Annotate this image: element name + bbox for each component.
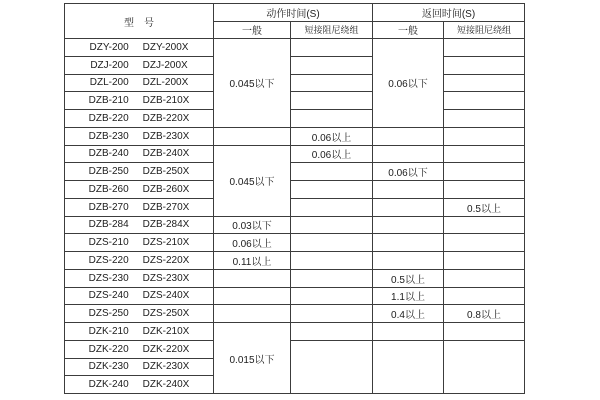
return-damped-cell (444, 340, 525, 393)
action-damped-cell (291, 39, 373, 57)
model-cell (65, 287, 214, 305)
table-body (65, 39, 525, 394)
header-return-general: 一般 (373, 21, 444, 39)
model-cell (65, 39, 214, 57)
return-damped-cell (444, 323, 525, 341)
action-damped-cell (291, 234, 373, 252)
return-damped-cell (444, 145, 525, 163)
action-damped-cell (291, 252, 373, 270)
return-general-cell (373, 252, 444, 270)
model-code: DZS-220 (88, 254, 129, 266)
action-damped-cell (291, 216, 373, 234)
model-cell (65, 358, 214, 376)
table-row (65, 323, 525, 341)
model-code: DZS-240X (142, 290, 190, 302)
return-damped-cell (444, 110, 525, 128)
action-damped-cell (291, 269, 373, 287)
model-code: DZB-220 (88, 112, 129, 124)
model-code: DZS-220X (142, 254, 190, 266)
return-damped-cell (444, 127, 525, 145)
return-general-cell: 0.5以上 (373, 269, 444, 287)
model-code: DZS-250 (88, 308, 129, 320)
return-damped-cell: 0.8以上 (444, 305, 525, 323)
header-action-time: 动作时间(S) (214, 4, 373, 22)
action-general-cell: 0.045以下 (214, 145, 291, 216)
action-general-cell: 0.03以下 (214, 216, 291, 234)
model-cell (65, 56, 214, 74)
action-damped-cell (291, 305, 373, 323)
return-damped-cell (444, 74, 525, 92)
model-code: DZJ-200X (142, 59, 188, 71)
table-header (65, 4, 525, 39)
header-return-time: 返回时间(S) (373, 4, 525, 22)
model-code: DZB-210 (88, 95, 129, 107)
return-damped-cell (444, 39, 525, 57)
model-code: DZK-230X (142, 361, 190, 373)
model-code: DZK-220X (142, 343, 190, 355)
action-general-cell (214, 287, 291, 305)
table-row (65, 252, 525, 270)
return-general-cell (373, 340, 444, 393)
table-row (65, 163, 525, 181)
model-cell (65, 163, 214, 181)
model-code: DZB-240X (142, 148, 190, 160)
model-cell (65, 269, 214, 287)
table-row (65, 127, 525, 145)
action-damped-cell (291, 56, 373, 74)
return-damped-cell (444, 181, 525, 199)
return-general-cell (373, 127, 444, 145)
model-cell (65, 234, 214, 252)
action-damped-cell (291, 287, 373, 305)
table-row (65, 234, 525, 252)
header-return-damped: 短接阻尼绕组 (444, 21, 525, 39)
model-code: DZS-210X (142, 237, 190, 249)
model-code: DZB-260X (142, 183, 190, 195)
return-general-cell (373, 198, 444, 216)
header-action-damped: 短接阻尼绕组 (291, 21, 373, 39)
return-damped-cell (444, 287, 525, 305)
table-row (65, 92, 525, 110)
header-row-groups (65, 4, 525, 22)
table-row (65, 269, 525, 287)
model-code: DZB-250 (88, 166, 129, 178)
action-damped-cell (291, 340, 373, 393)
return-general-cell (373, 323, 444, 341)
model-cell (65, 181, 214, 199)
action-damped-cell (291, 181, 373, 199)
model-code: DZJ-200 (90, 59, 129, 71)
action-damped-cell: 0.06以上 (291, 145, 373, 163)
model-code: DZS-250X (142, 308, 190, 320)
action-damped-cell (291, 323, 373, 341)
return-damped-cell (444, 92, 525, 110)
model-code: DZK-240X (142, 379, 190, 391)
model-code: DZS-210 (88, 237, 129, 249)
model-code: DZS-230 (88, 272, 129, 284)
model-code: DZB-230 (88, 130, 129, 142)
model-code: DZL-200X (142, 77, 189, 89)
table-row (65, 56, 525, 74)
action-damped-cell (291, 163, 373, 181)
action-damped-cell (291, 74, 373, 92)
model-code: DZS-240 (88, 290, 129, 302)
return-general-cell (373, 181, 444, 199)
return-general-cell: 1.1以上 (373, 287, 444, 305)
return-general-cell: 0.4以上 (373, 305, 444, 323)
model-cell (65, 92, 214, 110)
table-row (65, 74, 525, 92)
model-cell (65, 340, 214, 358)
model-code: DZY-200X (142, 41, 189, 53)
model-cell (65, 376, 214, 394)
model-code: DZB-284X (142, 219, 190, 231)
action-general-cell (214, 305, 291, 323)
table-row (65, 145, 525, 163)
table-row (65, 110, 525, 128)
header-action-general: 一般 (214, 21, 291, 39)
model-cell (65, 305, 214, 323)
model-cell (65, 252, 214, 270)
model-code: DZL-200 (89, 77, 129, 89)
return-damped-cell (444, 216, 525, 234)
action-general-cell (214, 127, 291, 145)
table-row (65, 39, 525, 57)
return-damped-cell: 0.5以上 (444, 198, 525, 216)
return-damped-cell (444, 234, 525, 252)
return-damped-cell (444, 252, 525, 270)
header-model: 型 号 (65, 4, 214, 39)
return-damped-cell (444, 56, 525, 74)
model-code: DZS-230X (142, 272, 190, 284)
model-code: DZK-230 (88, 361, 129, 373)
return-general-cell (373, 216, 444, 234)
action-general-cell: 0.11以上 (214, 252, 291, 270)
return-damped-cell (444, 163, 525, 181)
action-damped-cell (291, 92, 373, 110)
model-code: DZY-200 (89, 41, 129, 53)
table-row (65, 340, 525, 358)
model-code: DZK-220 (88, 343, 129, 355)
model-code: DZK-210 (88, 325, 129, 337)
table-row (65, 198, 525, 216)
action-general-cell: 0.015以下 (214, 323, 291, 394)
action-general-cell: 0.045以下 (214, 39, 291, 128)
model-cell (65, 198, 214, 216)
model-cell (65, 323, 214, 341)
action-general-cell: 0.06以上 (214, 234, 291, 252)
action-general-cell (214, 269, 291, 287)
model-code: DZB-270X (142, 201, 190, 213)
return-general-cell: 0.06以下 (373, 39, 444, 128)
model-code: DZB-284 (88, 219, 129, 231)
model-code: DZB-230X (142, 130, 190, 142)
action-damped-cell (291, 110, 373, 128)
table-row (65, 305, 525, 323)
table-row (65, 216, 525, 234)
model-cell (65, 110, 214, 128)
model-code: DZK-210X (142, 325, 190, 337)
model-code: DZB-260 (88, 183, 129, 195)
model-code: DZB-250X (142, 166, 190, 178)
return-general-cell (373, 234, 444, 252)
model-code: DZB-210X (142, 95, 190, 107)
model-cell (65, 216, 214, 234)
action-damped-cell (291, 198, 373, 216)
action-damped-cell: 0.06以上 (291, 127, 373, 145)
table-row (65, 181, 525, 199)
table-row (65, 287, 525, 305)
spec-table (64, 3, 525, 394)
return-general-cell (373, 145, 444, 163)
return-damped-cell (444, 269, 525, 287)
model-cell (65, 74, 214, 92)
model-cell (65, 127, 214, 145)
model-cell (65, 145, 214, 163)
return-general-cell: 0.06以下 (373, 163, 444, 181)
model-code: DZB-240 (88, 148, 129, 160)
model-code: DZB-220X (142, 112, 190, 124)
model-code: DZK-240 (88, 379, 129, 391)
model-code: DZB-270 (88, 201, 129, 213)
